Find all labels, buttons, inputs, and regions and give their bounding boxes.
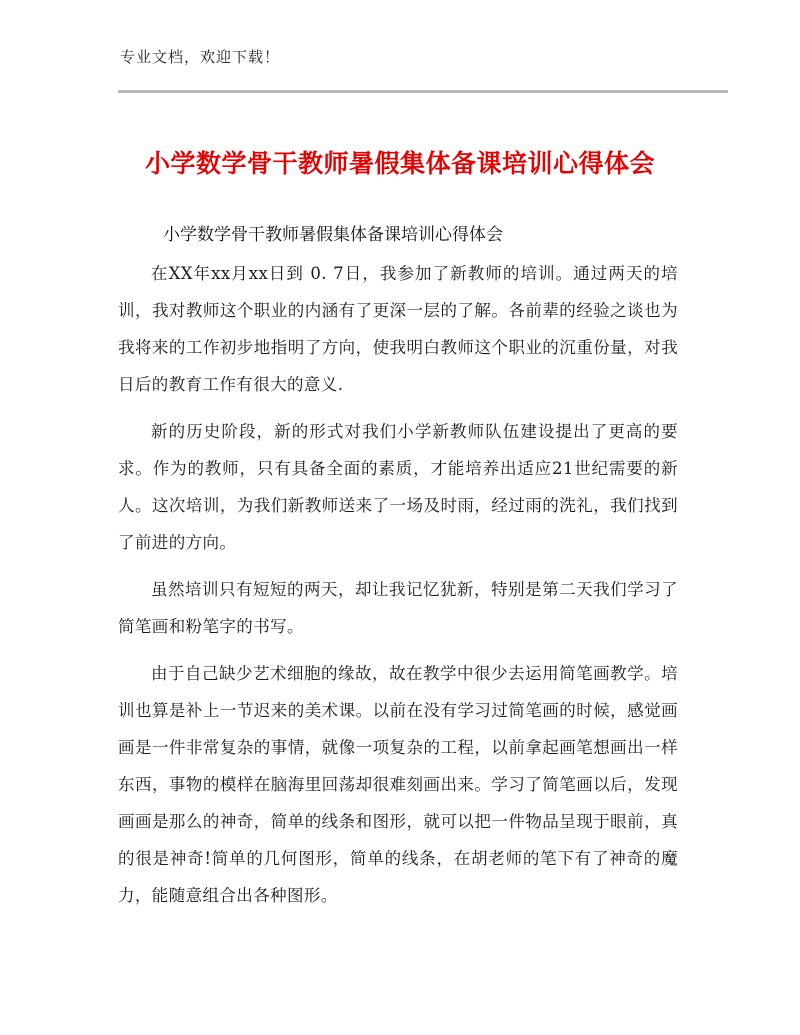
paragraph: 由于自己缺少艺术细胞的缘故，故在教学中很少去运用简笔画教学。培训也算是补上一节迟来的美术课。以前在没有学习过简笔画的时候，感觉画画是一件非常复杂的事情，就像一项复杂的工程，以前拿起画笔想画出一样东西，事物的模样在脑海里回荡却很难刻画出来。学习了简笔画以后，发现画画是那么的神奇，简单的线条和图形，就可以把一件物品呈现于眼前，真的很是神奇!简单的几何图形，简单的线条，在胡老师的笔下有了神奇的魔力，能随意组合出各种图形。	[118, 664, 678, 905]
paragraph: 新的历史阶段，新的形式对我们小学新教师队伍建设提出了更高的要求。作为的教师，只有具备全面的素质，才能培养出适应21世纪需要的新人。这次培训，为我们新教师送来了一场及时雨，经过雨的洗礼，我们找到了前进的方向。	[118, 422, 678, 552]
header-divider	[118, 90, 728, 93]
paragraph: 在XX年xx月xx日到 0. 7日，我参加了新教师的培训。通过两天的培训，我对教师这个职业的内涵有了更深一层的了解。各前辈的经验之谈也为我将来的工作初步地指明了方向，使我明白教师这个职业的沉重份量，对我日后的教育工作有很大的意义.	[118, 264, 678, 394]
document-body	[118, 255, 678, 924]
paragraph: 虽然培训只有短短的两天，却让我记忆犹新，特别是第二天我们学习了简笔画和粉笔字的书写。	[118, 580, 678, 636]
document-subtitle: 小学数学骨干教师暑假集体备课培训心得体会	[163, 225, 503, 245]
document-title: 小学数学骨干教师暑假集体备课培训心得体会	[144, 149, 655, 178]
header-note: 专业文档，欢迎下载！	[120, 48, 281, 66]
